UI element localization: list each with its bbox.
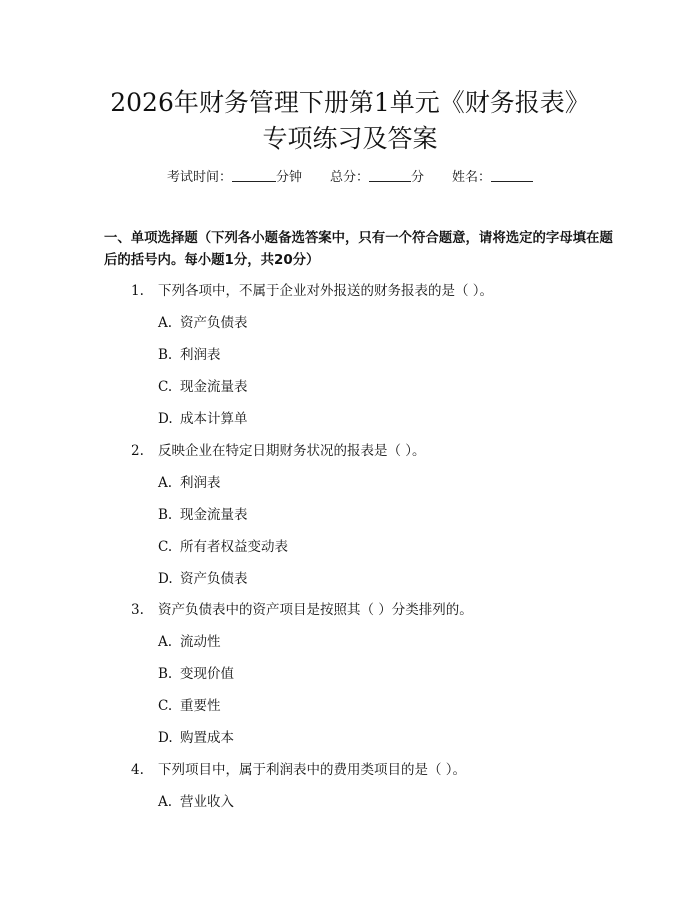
question-text: 资产负债表中的资产项目是按照其（ ）分类排列的。: [158, 602, 473, 618]
question-3: [131, 601, 473, 619]
option-letter: B.: [158, 666, 173, 682]
name-blank: [491, 169, 533, 182]
option-text: 现金流量表: [180, 507, 248, 523]
question-2-option-c: [158, 538, 288, 556]
question-number: 1.: [131, 283, 144, 299]
option-letter: A.: [158, 315, 173, 331]
question-3-option-b: [158, 665, 234, 683]
option-text: 成本计算单: [180, 411, 248, 427]
exam-time-unit: 分钟: [275, 170, 302, 185]
question-text: 下列项目中，属于利润表中的费用类项目的是（ ）。: [158, 762, 467, 778]
option-letter: A.: [158, 794, 173, 810]
option-letter: C.: [158, 698, 173, 714]
question-1-option-c: [158, 378, 248, 396]
exam-time-label: 考试时间：: [166, 170, 232, 185]
option-letter: D.: [158, 411, 173, 427]
option-letter: C.: [158, 379, 173, 395]
total-score-blank: [369, 169, 411, 182]
question-text: 反映企业在特定日期财务状况的报表是（ ）。: [158, 443, 426, 459]
document-title-line-2: 专项练习及答案: [262, 124, 438, 153]
option-text: 现金流量表: [180, 379, 248, 395]
question-number: 2.: [131, 443, 144, 459]
question-text: 下列各项中，不属于企业对外报送的财务报表的是（ ）。: [158, 283, 494, 299]
option-letter: D.: [158, 730, 173, 746]
question-4-option-a: [158, 793, 234, 811]
total-score-unit: 分: [411, 170, 425, 185]
question-3-option-a: [158, 633, 221, 651]
question-number: 3.: [131, 602, 144, 618]
question-2-option-d: [158, 570, 248, 588]
section-heading-single-choice: 一、单项选择题（下列各小题备选答案中，只有一个符合题意，请将选定的字母填在题后的括号内。每小题1分，共20分）: [104, 231, 613, 268]
question-2-option-b: [158, 506, 248, 524]
option-text: 营业收入: [180, 794, 234, 810]
option-text: 资产负债表: [180, 315, 248, 331]
option-letter: A.: [158, 634, 173, 650]
document-title-line-1: 2026年财务管理下册第1单元《财务报表》: [110, 88, 590, 117]
option-letter: C.: [158, 539, 173, 555]
question-1-option-a: [158, 314, 248, 332]
question-2-option-a: [158, 474, 221, 492]
question-3-option-c: [158, 697, 221, 715]
option-text: 购置成本: [180, 730, 234, 746]
option-text: 流动性: [180, 634, 221, 650]
total-score-label: 总分：: [329, 170, 369, 185]
question-1-option-b: [158, 346, 221, 364]
option-letter: A.: [158, 475, 173, 491]
option-text: 变现价值: [180, 666, 234, 682]
exam-time-blank: [232, 169, 276, 182]
option-text: 重要性: [180, 698, 221, 714]
name-label: 姓名：: [452, 170, 492, 185]
option-text: 资产负债表: [180, 571, 248, 587]
option-text: 利润表: [180, 475, 221, 491]
question-1: [131, 282, 493, 300]
option-letter: B.: [158, 507, 173, 523]
question-3-option-d: [158, 729, 234, 747]
question-4: [131, 761, 466, 779]
option-text: 所有者权益变动表: [180, 539, 288, 555]
option-letter: D.: [158, 571, 173, 587]
option-text: 利润表: [180, 347, 221, 363]
exam-info-line: [0, 169, 700, 187]
question-1-option-d: [158, 410, 248, 428]
option-letter: B.: [158, 347, 173, 363]
question-2: [131, 442, 426, 460]
question-number: 4.: [131, 762, 144, 778]
